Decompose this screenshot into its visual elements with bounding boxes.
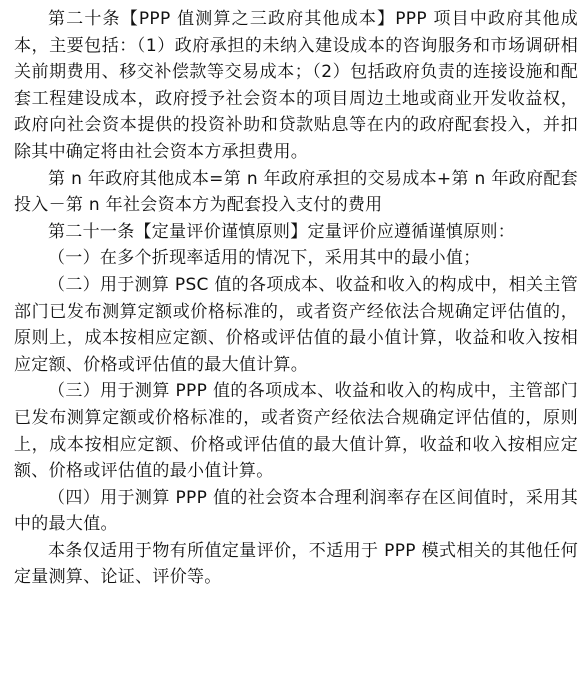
clause-1-paragraph: （一）在多个折现率适用的情况下，采用其中的最小值； <box>48 248 481 269</box>
clause-2-paragraph: （二）用于测算 PSC 值的各项成本、收益和收入的构成中，相关主管部门已发布测算定额或价格标准的，或者资产经依法合规确定评估值的，原则上，成本按相应定额、价格或评估值的最小值计算，收益和收入按相应定额、价格或评估值的最大值计算。 <box>14 274 578 375</box>
clause-4-paragraph: （四）用于测算 PPP 值的社会资本合理利润率存在区间值时，采用其中的最大值。 <box>14 487 578 535</box>
formula-paragraph: 第 n 年政府其他成本=第 n 年政府承担的交易成本+第 n 年政府配套投入－第 n 年社会资本方为配套投入支付的费用 <box>14 168 578 216</box>
scope-note-paragraph: 本条仅适用于物有所值定量评价，不适用于 PPP 模式相关的其他任何定量测算、论证、评价等。 <box>14 540 578 588</box>
clause-3-paragraph: （三）用于测算 PPP 值的各项成本、收益和收入的构成中，主管部门已发布测算定额或价格标准的，或者资产经依法合规确定评估值的，原则上，成本按相应定额、价格或评估值的最大值计算，收益和收入按相应定额、价格或评估值的最小值计算。 <box>14 381 578 482</box>
article-21-paragraph: 第二十一条【定量评价谨慎原则】定量评价应遵循谨慎原则： <box>48 221 516 242</box>
article-20-paragraph: 第二十条【PPP 值测算之三政府其他成本】PPP 项目中政府其他成本，主要包括：（1）政府承担的未纳入建设成本的咨询服务和市场调研相关前期费用、移交补偿款等交易成本；（2）包括政府负责的连接设施和配套工程建设成本，政府授予社会资本的项目周边土地或商业开发收益权，政府向社会资本提供的投资补助和贷款贴息等在内的政府配套投入，并扣除其中确定将由社会资本方承担费用。 <box>14 9 578 162</box>
